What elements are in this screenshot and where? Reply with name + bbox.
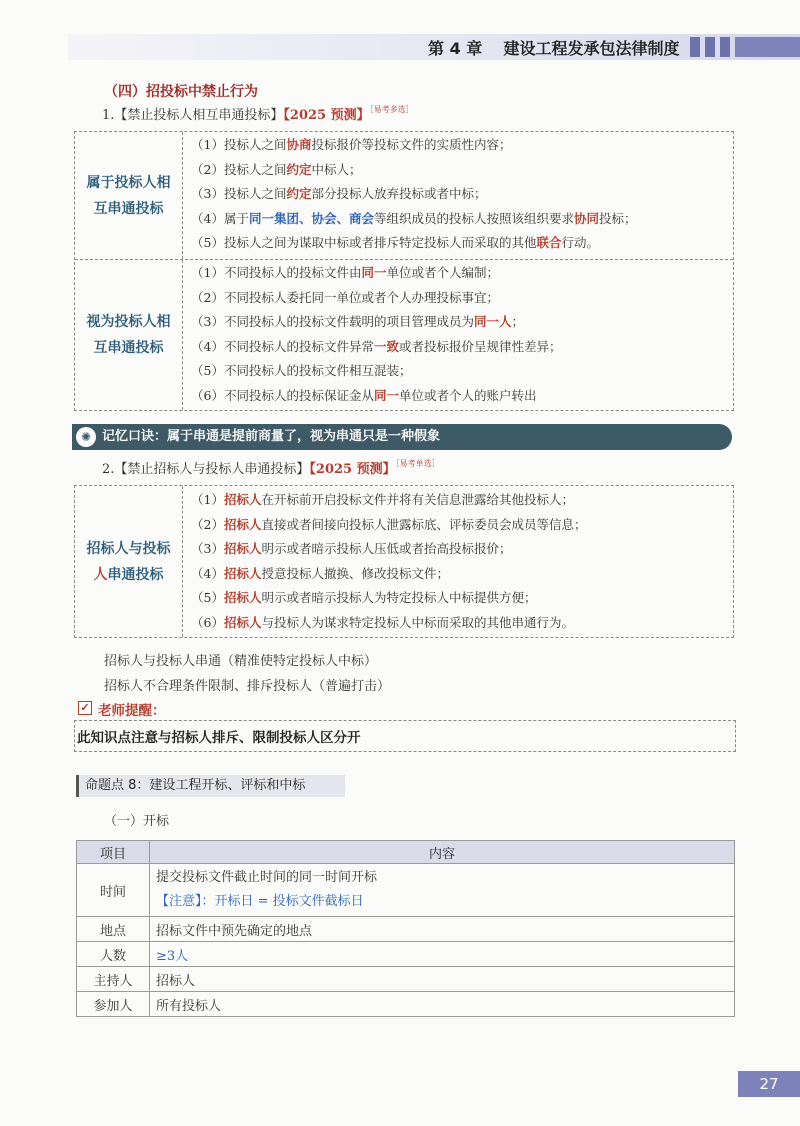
table-row [77, 967, 735, 992]
tenderer-collusion-table [74, 485, 734, 638]
list-item: （4）招标人授意投标人撤换、修改投标文件； [191, 565, 449, 581]
chapter-heading [428, 36, 679, 59]
row-item: 时间 [77, 864, 150, 917]
row-item: 地点 [77, 917, 150, 942]
collusion-table [74, 131, 734, 411]
page-number: 27 [738, 1071, 800, 1097]
label-line: 互串通投标 [93, 340, 164, 356]
topic-title: 命题点 8：建设工程开标、评标和中标 [76, 775, 345, 797]
table-row [75, 260, 733, 410]
forecast-tag: 【2025 预测】 [309, 462, 396, 477]
header-deco-block [705, 37, 715, 57]
row-content: ≥3人 [150, 942, 735, 967]
row-item: 参加人 [77, 992, 150, 1017]
memory-tip-bar [72, 424, 732, 450]
note-line: 招标人不合理条件限制、排斥投标人（普遍打击） [104, 679, 391, 694]
row-label [75, 132, 183, 259]
teacher-reminder-label: 老师提醒： [98, 703, 166, 719]
row-content: 提交投标文件截止时间的同一时间开标 【注意】：开标日 = 投标文件截标日 [150, 864, 735, 917]
row-items [183, 261, 562, 409]
label-line: 招标人与投标 [86, 540, 171, 557]
exam-hint: ［易考单选］ [395, 459, 440, 468]
table-row [77, 942, 735, 967]
topic-subtitle: （一）开标 [104, 814, 170, 829]
table-header-row [77, 841, 735, 864]
subsection-2-title [102, 458, 440, 477]
list-item: （6）招标人与投标人为谋求特定投标人中标而采取的其他串通行为。 [191, 614, 574, 630]
label-line: 人串通投标 [93, 566, 164, 583]
row-item: 主持人 [77, 967, 150, 992]
column-header: 内容 [150, 841, 735, 864]
exam-hint: ［易考多选］ [369, 105, 414, 114]
table-row [75, 132, 733, 260]
list-item: （3）不同投标人的投标文件载明的项目管理成员为同一人； [191, 314, 524, 330]
header-deco-block [720, 37, 730, 57]
subsection-2-text: 2.【禁止招标人与投标人串通投标】 [102, 462, 310, 477]
column-header: 项目 [77, 841, 150, 864]
row-content: 所有投标人 [150, 992, 735, 1017]
list-item: （2）不同投标人委托同一单位或者个人办理投标事宜； [191, 289, 499, 305]
chapter-number: 第 4 章 [428, 39, 483, 58]
list-item: （3）招标人明示或者暗示投标人压低或者抬高投标报价； [191, 541, 512, 557]
list-item: （5）投标人之间为谋取中标或者排斥特定投标人而采取的其他联合行动。 [191, 235, 599, 251]
list-item: （4）不同投标人的投标文件异常一致或者投标报价呈规律性差异； [191, 338, 562, 354]
chapter-title: 建设工程发承包法律制度 [503, 39, 680, 58]
forecast-tag: 【2025 预测】 [283, 108, 370, 123]
lightbulb-icon: ✺ [76, 427, 96, 447]
label-line: 视为投标人相 [86, 314, 171, 330]
teacher-reminder-text: 此知识点注意与招标人排斥、限制投标人区分开 [74, 720, 736, 752]
row-items [183, 488, 586, 636]
list-item: （3）投标人之间约定部分投标人放弃投标或者中标； [191, 186, 487, 202]
note-highlight: 【注意】：开标日 = 投标文件截标日 [156, 894, 364, 909]
section-title: （四）招投标中禁止行为 [104, 84, 258, 100]
table-row [77, 992, 735, 1017]
label-line: 属于投标人相 [86, 174, 171, 191]
checkbox-icon: ✓ [78, 701, 92, 715]
list-item: （2）招标人直接或者间接向投标人泄露标底、评标委员会成员等信息； [191, 516, 587, 532]
table-row [77, 917, 735, 942]
header-deco-block [735, 37, 800, 57]
note-line: 招标人与投标人串通（精准使特定投标人中标） [104, 654, 378, 669]
subsection-1-title [102, 104, 414, 123]
teacher-reminder-header [74, 698, 736, 721]
bid-opening-table [76, 840, 735, 1017]
label-line: 互串通投标 [93, 200, 164, 217]
list-item: （1）不同投标人的投标文件由同一单位或者个人编制； [191, 265, 499, 280]
row-item: 人数 [77, 942, 150, 967]
row-label [75, 260, 183, 410]
row-content: 招标人 [150, 967, 735, 992]
row-items [183, 133, 637, 256]
memory-tip-text: 记忆口诀：属于串通是提前商量了，视为串通只是一种假象 [102, 429, 441, 444]
list-item: （2）投标人之间约定中标人； [191, 161, 362, 177]
table-row [77, 864, 735, 917]
list-item: （4）属于同一集团、协会、商会等组织成员的投标人按照该组织要求协同投标； [191, 210, 637, 226]
list-item: （6）不同投标人的投标保证金从同一单位或者个人的账户转出 [191, 387, 537, 403]
list-item: （1）投标人之间协商投标报价等投标文件的实质性内容； [191, 137, 512, 152]
row-label [75, 486, 183, 637]
subsection-1-text: 1.【禁止投标人相互串通投标】 [102, 108, 284, 123]
row-content: 招标文件中预先确定的地点 [150, 917, 735, 942]
list-item: （1）招标人在开标前开启投标文件并将有关信息泄露给其他投标人； [191, 492, 574, 507]
list-item: （5）不同投标人的投标文件相互混装； [191, 363, 412, 379]
list-item: （5）招标人明示或者暗示投标人为特定投标人中标提供方便； [191, 590, 537, 606]
header-deco-block [690, 37, 700, 57]
